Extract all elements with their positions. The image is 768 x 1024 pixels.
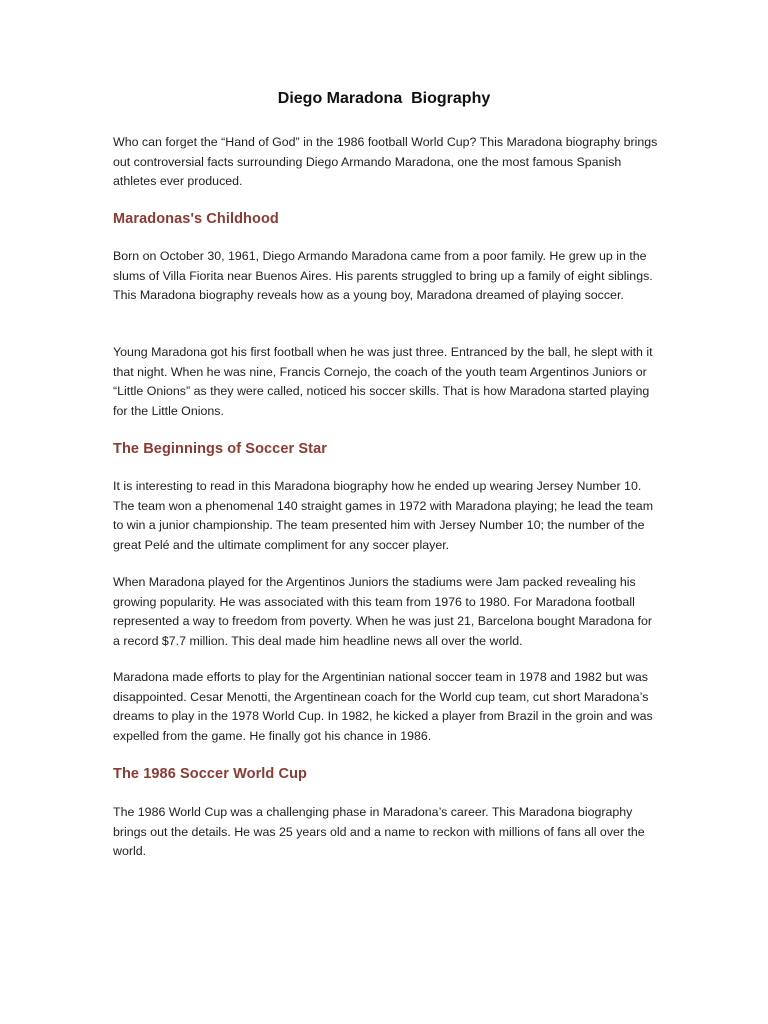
intro-paragraph: Who can forget the “Hand of God” in the 1986 football World Cup? This Maradona biography brings out controversial facts surrounding Diego Armando Maradona, one the most famous Spanish athletes ever produced. (113, 135, 658, 189)
childhood-paragraph-1: Born on October 30, 1961, Diego Armando Maradona came from a poor family. He grew up in the slums of Villa Fiorita near Buenos Aires. His parents struggled to bring up a family of eight siblings. This Maradona biography reveals how as a young boy, Maradona dreamed of playing soccer. (113, 249, 653, 303)
section-heading-childhood: Maradonas's Childhood (113, 211, 279, 227)
beginnings-paragraph-3: Maradona made efforts to play for the Argentinian national soccer team in 1978 and 1982 but was disappointed. Cesar Menotti, the Argentinean coach for the World cup team, cut short Maradona’s dreams to play in the 1978 World Cup. In 1982, he kicked a player from Brazil in the groin and was expelled from the game. He finally got his chance in 1986. (113, 670, 653, 743)
document-title: Diego Maradona Biography (277, 90, 491, 107)
childhood-paragraph-2: Young Maradona got his first football when he was just three. Entranced by the ball, he slept with it that night. When he was nine, Francis Cornejo, the coach of the youth team Argentinos Juniors or “Little Onions” as they were called, noticed his soccer skills. That is how Maradona started playing for the Little Onions. (113, 345, 653, 418)
beginnings-paragraph-1: It is interesting to read in this Maradona biography how he ended up wearing Jersey Number 10. The team won a phenomenal 140 straight games in 1972 with Maradona playing; he lead the team to win a junior championship. The team presented him with Jersey Number 10; the number of the great Pelé and the ultimate compliment for any soccer player. (113, 479, 654, 552)
section-heading-beginnings: The Beginnings of Soccer Star (113, 441, 327, 457)
section-heading-world-cup: The 1986 Soccer World Cup (113, 766, 308, 782)
world-cup-paragraph-1: The 1986 World Cup was a challenging phase in Maradona’s career. This Maradona biography brings out the details. He was 25 years old and a name to reckon with millions of fans all over the world. (113, 805, 645, 859)
beginnings-paragraph-2: When Maradona played for the Argentinos Juniors the stadiums were Jam packed revealing his growing popularity. He was associated with this team from 1976 to 1980. For Maradona football represented a way to freedom from poverty. When he was just 21, Barcelona bought Maradona for a record $7.7 million. This deal made him headline news all over the world. (113, 575, 653, 648)
